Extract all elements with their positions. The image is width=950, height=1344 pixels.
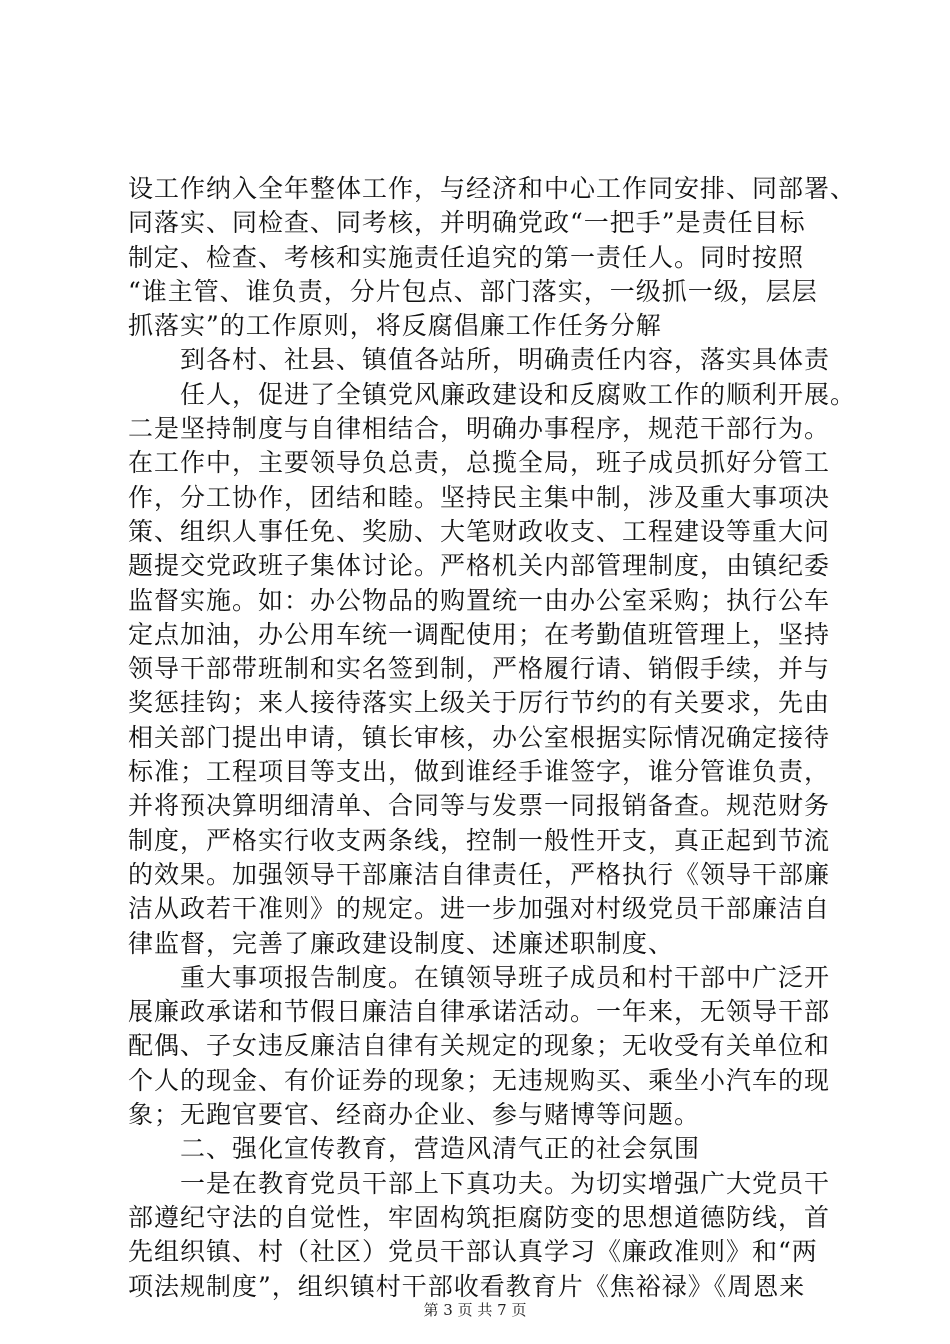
text-line: 二、强化宣传教育，营造风清气正的社会氛围: [128, 1134, 701, 1164]
text-line: 展廉政承诺和节假日廉洁自律承诺活动。一年来，无领导干部: [128, 997, 831, 1027]
text-line: 二是坚持制度与自律相结合，明确办事程序，规范干部行为。: [128, 414, 831, 444]
text-line: 洁从政若干准则》的规定。进一步加强对村级党员干部廉洁自: [128, 894, 831, 924]
text-line: 监督实施。如：办公物品的购置统一由办公室采购；执行公车: [128, 585, 831, 615]
text-line: 的效果。加强领导干部廉洁自律责任，严格执行《领导干部廉: [128, 859, 831, 889]
text-line: 作，分工协作，团结和睦。坚持民主集中制，涉及重大事项决: [128, 482, 831, 512]
text-line: 部遵纪守法的自觉性，牢固构筑拒腐防变的思想道德防线，首: [128, 1202, 831, 1232]
text-line: 配偶、子女违反廉洁自律有关规定的现象；无收受有关单位和: [128, 1031, 831, 1061]
text-line: 在工作中，主要领导负总责，总揽全局，班子成员抓好分管工: [128, 448, 831, 478]
text-line: 项法规制度”，组织镇村干部收看教育片《焦裕禄》《周恩来: [128, 1271, 806, 1301]
text-line: 先组织镇、村（社区）党员干部认真学习《廉政准则》和“两: [128, 1237, 818, 1267]
text-line: 抓落实”的工作原则，将反腐倡廉工作任务分解: [128, 311, 662, 341]
text-line: 题提交党政班子集体讨论。严格机关内部管理制度，由镇纪委: [128, 551, 831, 581]
text-line: 一是在教育党员干部上下真功夫。为切实增强广大党员干: [128, 1168, 831, 1198]
text-line: 到各村、社县、镇值各站所，明确责任内容，落实具体责: [128, 345, 831, 375]
text-line: 同落实、同检查、同考核，并明确党政“一把手”是责任目标: [128, 208, 806, 238]
text-line: “谁主管、谁负责，分片包点、部门落实，一级抓一级，层层: [128, 276, 818, 306]
text-line: 标准；工程项目等支出，做到谁经手谁签字，谁分管谁负责，: [128, 757, 831, 787]
text-line: 律监督，完善了廉政建设制度、述廉述职制度、: [128, 928, 675, 958]
text-line: 奖惩挂钩；来人接待落实上级关于厉行节约的有关要求，先由: [128, 688, 831, 718]
page-footer: 第 3 页 共 7 页: [423, 1301, 527, 1319]
text-line: 相关部门提出申请，镇长审核，办公室根据实际情况确定接待: [128, 722, 831, 752]
text-line: 策、组织人事任免、奖励、大笔财政收支、工程建设等重大问: [128, 516, 831, 546]
text-line: 定点加油，办公用车统一调配使用；在考勤值班管理上，坚持: [128, 619, 831, 649]
text-line: 并将预决算明细清单、合同等与发票一同报销备查。规范财务: [128, 791, 831, 821]
text-line: 制度，严格实行收支两条线，控制一般性开支，真正起到节流: [128, 825, 831, 855]
text-line: 设工作纳入全年整体工作，与经济和中心工作同安排、同部署、: [128, 174, 857, 203]
text-line: 制定、检查、考核和实施责任追究的第一责任人。同时按照: [128, 242, 805, 272]
text-line: 个人的现金、有价证券的现象；无违规购买、乘坐小汽车的现: [128, 1065, 831, 1095]
text-line: 重大事项报告制度。在镇领导班子成员和村干部中广泛开: [128, 962, 831, 992]
text-line: 任人，促进了全镇党风廉政建设和反腐败工作的顺利开展。: [128, 379, 857, 409]
text-line: 领导干部带班制和实名签到制，严格履行请、销假手续，并与: [128, 654, 831, 684]
text-line: 象；无跑官要官、经商办企业、参与赌博等问题。: [128, 1100, 701, 1130]
document-body: [128, 172, 857, 1304]
